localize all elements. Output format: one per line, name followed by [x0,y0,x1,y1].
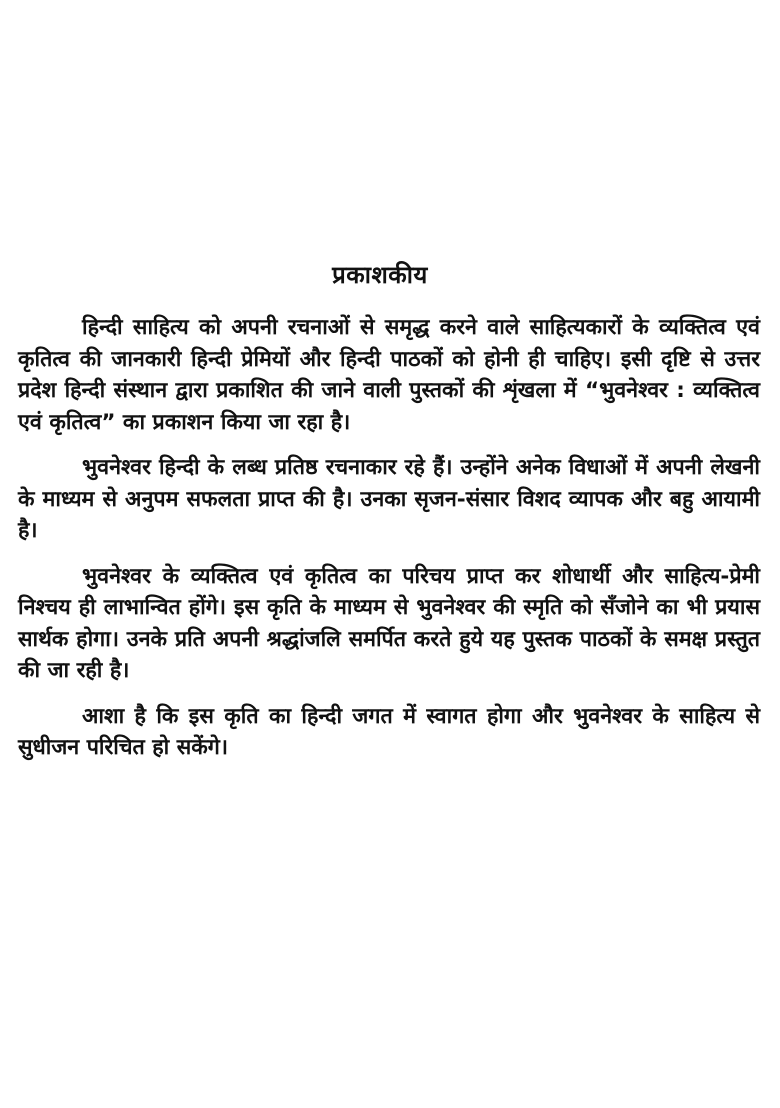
page-title: प्रकाशकीय [332,261,428,289]
paragraph-3: भुवनेश्वर के व्यक्तित्व एवं कृतित्व का परिचय प्राप्त कर शोधार्थी और साहित्य-प्रेमी निश्चय ही लाभान्वित होंगे। इस कृति के माध्यम से भुवनेश्वर की स्मृति को सँजोने का भी प्रयास सार्थक होगा। उनके प्रति अपनी श्रद्धांजलि समर्पित करते हुये यह पुस्तक पाठकों के समक्ष प्रस्तुत की जा रही है। [18,563,760,683]
body-text [18,312,760,778]
paragraph-4: आशा है कि इस कृति का हिन्दी जगत में स्वागत होगा और भुवनेश्वर के साहित्य से सुधीजन परिचित हो सकेंगे। [18,703,760,760]
paragraph-1: हिन्दी साहित्य को अपनी रचनाओं से समृद्ध करने वाले साहित्यकारों के व्यक्तित्व एवं कृतित्व की जानकारी हिन्दी प्रेमियों और हिन्दी पाठकों को होनी ही चाहिए। इसी दृष्टि से उत्तर प्रदेश हिन्दी संस्थान द्वारा प्रकाशित की जाने वाली पुस्तकों की शृंखला में “भुवनेश्वर : व्यक्तित्व एवं कृतित्व” का प्रकाशन किया जा रहा है। [18,315,760,435]
paragraph-2: भुवनेश्वर हिन्दी के लब्ध प्रतिष्ठ रचनाकार रहे हैं। उन्होंने अनेक विधाओं में अपनी लेखनी के माध्यम से अनुपम सफलता प्राप्त की है। उनका सृजन-संसार विशद व्यापक और बहु आयामी है। [18,455,760,543]
